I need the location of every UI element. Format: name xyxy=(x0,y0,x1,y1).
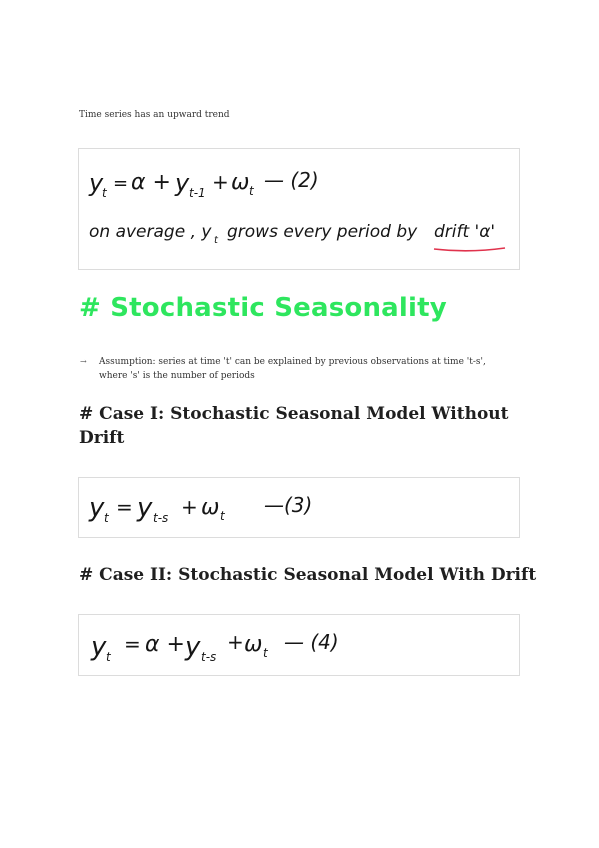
svg-text:t-s: t-s xyxy=(153,511,169,525)
handwritten-equation-2 xyxy=(79,149,519,269)
equation-note-drift xyxy=(89,222,505,251)
svg-text:y: y xyxy=(137,493,153,523)
svg-text:ω: ω xyxy=(231,170,250,195)
svg-text:on average , y: on average , y xyxy=(89,222,212,242)
svg-text:t: t xyxy=(220,509,225,523)
heading-case-2: # Case II: Stochastic Seasonal Model With Drift xyxy=(79,565,537,585)
svg-text:t-s: t-s xyxy=(201,650,217,664)
svg-text:+: + xyxy=(181,495,198,519)
svg-text:grows every period by: grows every period by xyxy=(227,222,418,242)
svg-text:y: y xyxy=(185,632,201,662)
svg-text:y: y xyxy=(89,493,105,523)
section-heading-stochastic-seasonality: # Stochastic Seasonality xyxy=(79,293,447,323)
equation-box-trend xyxy=(78,148,520,270)
svg-text:t-1: t-1 xyxy=(189,186,206,200)
svg-text:α +: α + xyxy=(145,632,185,657)
svg-text:=: = xyxy=(124,632,141,656)
svg-text:+: + xyxy=(212,170,229,194)
svg-text:α +: α + xyxy=(131,170,171,195)
equation-box-case-1 xyxy=(78,477,520,538)
intro-text: Time series has an upward trend xyxy=(79,110,230,120)
svg-text:— (4): — (4) xyxy=(284,630,339,654)
red-underline xyxy=(434,248,505,251)
arrow-right-icon: → xyxy=(80,357,87,366)
svg-text:— (2): — (2) xyxy=(264,168,319,192)
equation-line-2 xyxy=(88,168,319,200)
heading-case-1: # Case I: Stochastic Seasonal Model Without Drift xyxy=(79,404,509,448)
svg-text:y: y xyxy=(91,632,107,662)
handwritten-equation-3 xyxy=(79,478,519,537)
svg-text:t: t xyxy=(104,511,109,525)
bullet-text: Assumption: series at time 't' can be explained by previous observations at time 't-s', where 's' is the number of periods xyxy=(99,357,486,381)
svg-text:t: t xyxy=(214,235,218,246)
svg-text:ω: ω xyxy=(244,632,263,657)
svg-text:ω: ω xyxy=(201,495,220,520)
svg-text:=: = xyxy=(116,495,133,519)
svg-text:t: t xyxy=(263,646,268,660)
svg-text:y: y xyxy=(175,169,190,197)
svg-text:t: t xyxy=(102,186,107,200)
handwritten-equation-4 xyxy=(79,615,519,675)
svg-text:t: t xyxy=(106,650,111,664)
equation-box-case-2 xyxy=(78,614,520,676)
svg-text:—(3): —(3) xyxy=(264,493,313,517)
svg-text:=: = xyxy=(113,173,129,194)
svg-text:+: + xyxy=(227,630,244,654)
bullet-item-assumption xyxy=(80,355,510,383)
svg-text:drift 'α': drift 'α' xyxy=(434,222,496,242)
svg-text:t: t xyxy=(249,184,254,198)
svg-text:y: y xyxy=(89,169,104,197)
